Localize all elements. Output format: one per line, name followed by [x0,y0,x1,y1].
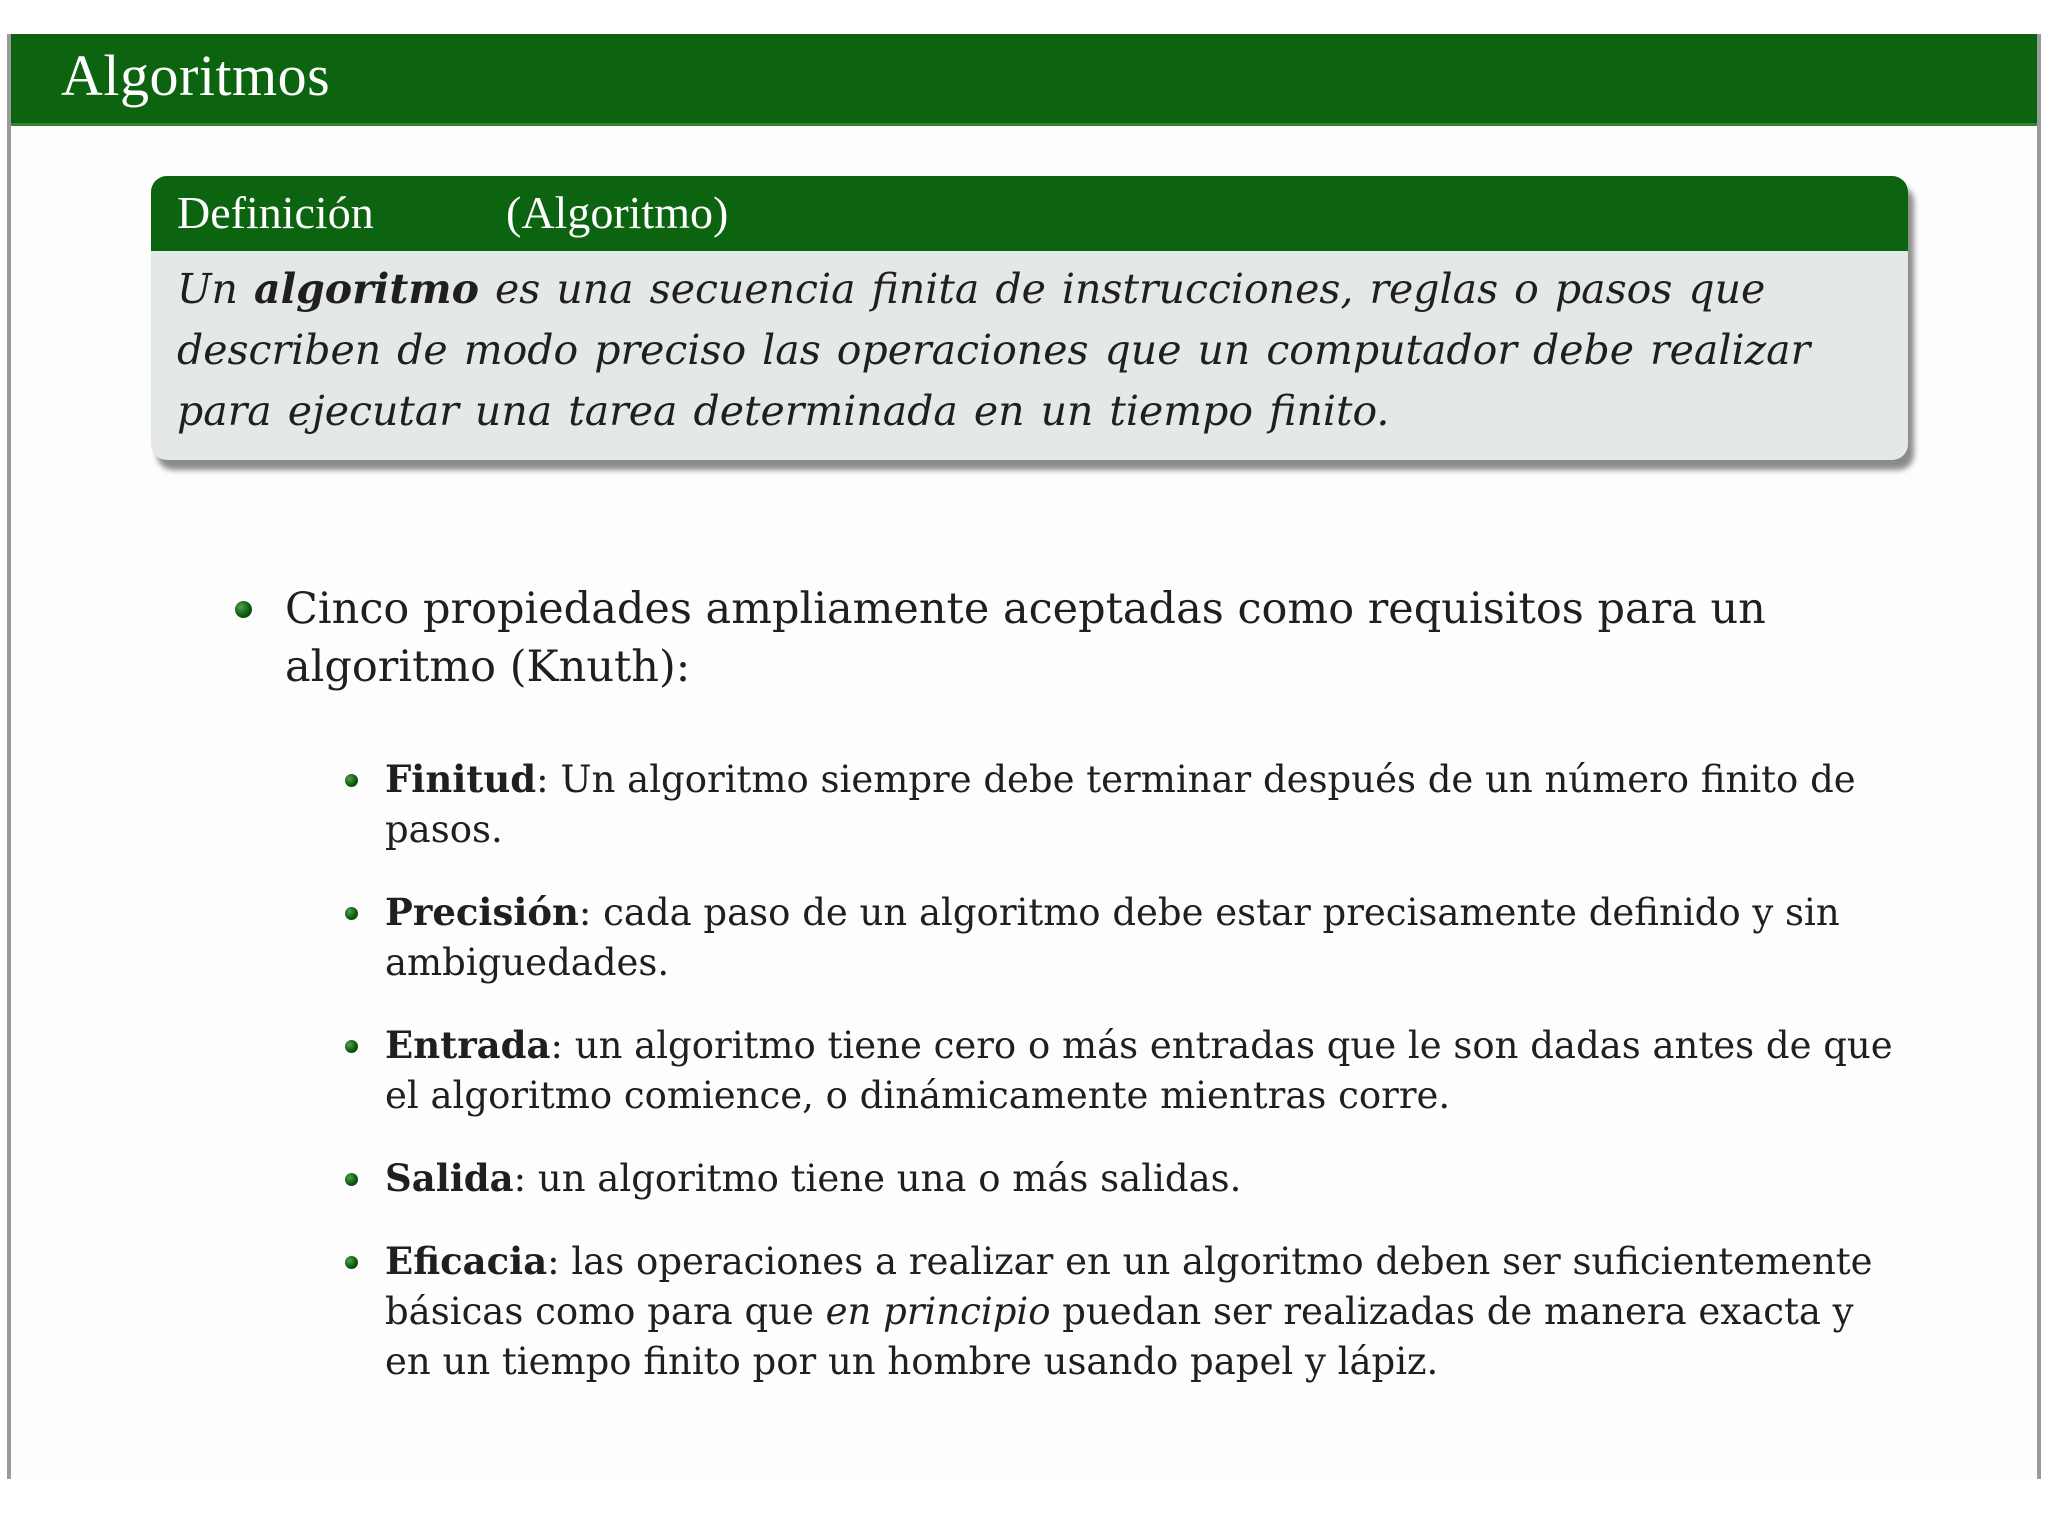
property-item-precision [343,887,1903,988]
property-item-salida [343,1153,1903,1204]
definition-name: (Algoritmo) [506,187,729,238]
property-item-finitud [343,754,1903,855]
property-text: : un algoritmo tiene una o más salidas. [513,1157,1242,1200]
property-text-before: : las operaciones a realizar en un algoritmo deben ser suficientemente básicas como para que [385,1240,1873,1333]
property-text: : cada paso de un algoritmo debe estar precisamente definido y sin ambiguedades. [385,891,1840,984]
main-list [233,580,1813,696]
property-text: : Un algoritmo siempre debe terminar después de un número finito de pasos. [385,758,1856,851]
property-emphasis: en principio [825,1290,1051,1333]
definition-label: Definición [177,187,374,238]
bullet-icon [345,907,358,920]
slide [7,34,2041,1479]
bullet-icon [345,774,358,787]
bullet-icon [345,1256,358,1269]
bullet-icon [345,1173,358,1186]
definition-body [151,251,1908,442]
property-item-eficacia [343,1236,1903,1387]
property-term: Entrada [385,1023,551,1067]
bullet-icon [235,601,252,618]
definition-term: algoritmo [254,265,479,313]
frame-title: Algoritmos [61,43,331,108]
bullet-icon [345,1040,358,1053]
property-text: : un algoritmo tiene cero o más entradas que le son dadas antes de que el algoritmo comience, o dinámicamente mientras corre. [385,1024,1893,1117]
property-term: Precisión [385,890,579,934]
properties-list [343,754,1903,1419]
intro-text: Cinco propiedades ampliamente aceptadas como requisitos para un algoritmo (Knuth): [285,584,1766,692]
property-term: Eficacia [385,1239,548,1283]
list-item-intro [233,580,1813,696]
property-text-after: puedan ser realizadas de manera exacta y en un tiempo finito por un hombre usando papel y lápiz. [385,1290,1854,1383]
property-item-entrada [343,1020,1903,1121]
definition-header [151,176,1908,251]
property-term: Finitud [385,757,537,801]
definition-body-rest: es una secuencia finita de instrucciones, reglas o pasos que describen de modo preciso las operaciones que un computador debe realizar para ejecutar una tarea determinada en un tiempo finito. [177,265,1811,435]
frame-title-bar [11,34,2037,126]
definition-block [151,176,1908,460]
definition-body-prefix: Un [177,265,254,313]
property-term: Salida [385,1156,514,1200]
